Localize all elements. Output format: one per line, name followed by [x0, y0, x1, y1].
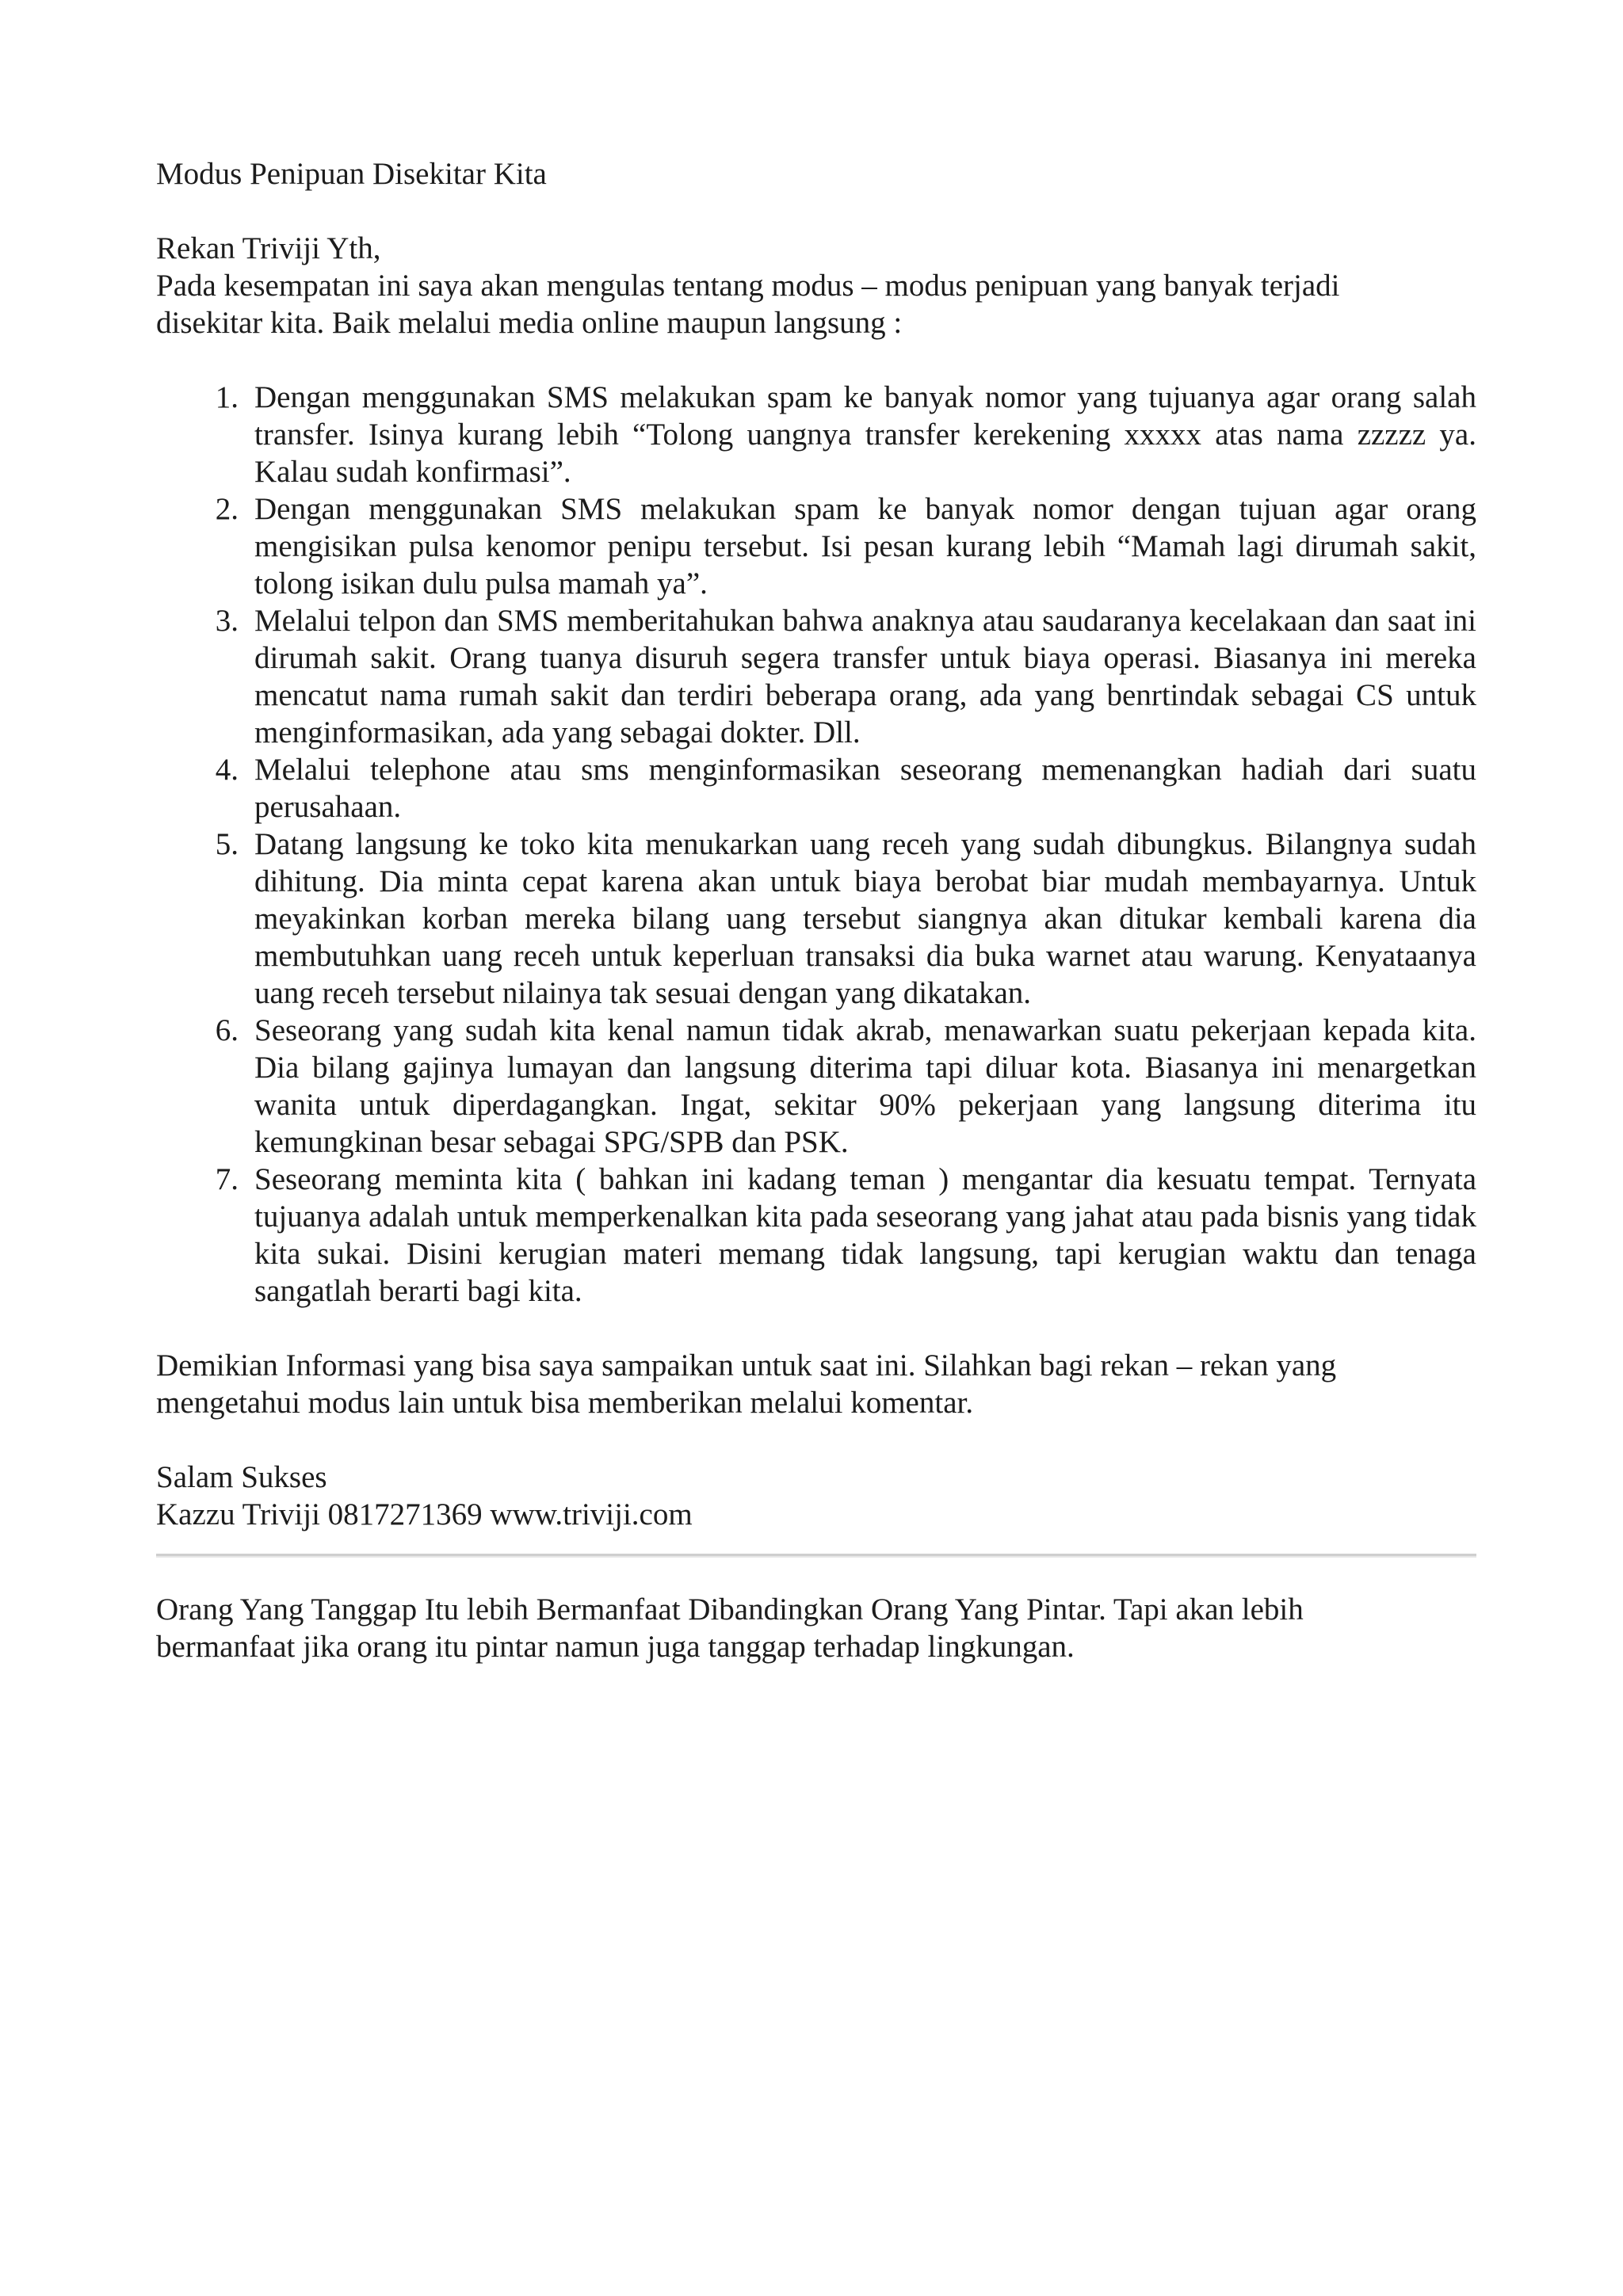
- spacer: [156, 193, 1476, 230]
- list-item-text: Datang langsung ke toko kita menukarkan uang receh yang sudah dibungkus. Bilangnya sudah dihitung. Dia minta cepat karena akan untuk biaya berobat biar mudah membayarnya. Untuk meyakinkan korban mereka bilang uang tersebut siangnya akan ditukar kembali karena dia membutuhkan uang receh untuk keperluan transaksi dia buka warnet atau warung. Kenyataanya uang receh tersebut nilainya tak sesuai dengan yang dikatakan.: [254, 827, 1476, 1010]
- list-item-text: Dengan menggunakan SMS melakukan spam ke banyak nomor dengan tujuan agar orang mengisikan pulsa kenomor penipu tersebut. Isi pesan kurang lebih “Mamah lagi dirumah sakit, tolong isikan dulu pulsa mamah ya”.: [254, 492, 1476, 601]
- closing-paragraph: Demikian Informasi yang bisa saya sampaikan untuk saat ini. Silahkan bagi rekan – rekan yang mengetahui modus lain untuk bisa memberikan melalui komentar.: [156, 1348, 1337, 1420]
- signature: Kazzu Triviji 0817271369 www.triviji.com: [156, 1497, 693, 1531]
- list-item-number: 1.: [215, 380, 239, 414]
- list-item: [156, 751, 1476, 826]
- list-item: [156, 602, 1476, 751]
- spacer: [156, 1310, 1476, 1347]
- list-item-text: Dengan menggunakan SMS melakukan spam ke banyak nomor yang tujuanya agar orang salah transfer. Isinya kurang lebih “Tolong uangnya transfer kerekening xxxxx atas nama zzzzz ya. Kalau sudah konfirmasi”.: [254, 380, 1476, 489]
- list-item: [156, 1161, 1476, 1310]
- salutation: Salam Sukses: [156, 1460, 327, 1494]
- list-item-number: 3.: [215, 604, 239, 638]
- spacer: [156, 1421, 1476, 1459]
- list-item-number: 5.: [215, 827, 239, 861]
- list-item-text: Melalui telephone atau sms menginformasikan seseorang memenangkan hadiah dari suatu perusahaan.: [254, 753, 1476, 824]
- list-item: [156, 1012, 1476, 1161]
- fraud-mode-list: [156, 379, 1476, 1310]
- list-item: [156, 490, 1476, 602]
- spacer: [156, 341, 1476, 379]
- list-item: [156, 379, 1476, 490]
- list-item-number: 6.: [215, 1013, 239, 1047]
- list-item: [156, 826, 1476, 1012]
- spacer: [156, 1533, 1476, 1554]
- intro-paragraph: Pada kesempatan ini saya akan mengulas tentang modus – modus penipuan yang banyak terjadi disekitar kita. Baik melalui media online maupun langsung :: [156, 269, 1340, 340]
- list-item-text: Melalui telpon dan SMS memberitahukan bahwa anaknya atau saudaranya kecelakaan dan saat ini dirumah sakit. Orang tuanya disuruh segera transfer untuk biaya operasi. Biasanya ini mereka mencatut nama rumah sakit dan terdiri beberapa orang, ada yang benrtindak sebagai CS untuk menginformasikan, ada yang sebagai dokter. Dll.: [254, 604, 1476, 749]
- list-item-text: Seseorang yang sudah kita kenal namun tidak akrab, menawarkan suatu pekerjaan kepada kita. Dia bilang gajinya lumayan dan langsung diterima tapi diluar kota. Biasanya ini menargetkan wanita untuk diperdagangkan. Ingat, sekitar 90% pekerjaan yang langsung diterima itu kemungkinan besar sebagai SPG/SPB dan PSK.: [254, 1013, 1476, 1159]
- spacer: [156, 1558, 1476, 1591]
- document-page: [156, 155, 1476, 1665]
- greeting: Rekan Triviji Yth,: [156, 231, 381, 265]
- list-item-number: 7.: [215, 1162, 239, 1196]
- document-title: Modus Penipuan Disekitar Kita: [156, 157, 547, 191]
- list-item-number: 4.: [215, 753, 239, 787]
- list-item-number: 2.: [215, 492, 239, 526]
- footer-quote: Orang Yang Tanggap Itu lebih Bermanfaat Dibandingkan Orang Yang Pintar. Tapi akan lebih bermanfaat jika orang itu pintar namun juga tanggap terhadap lingkungan.: [156, 1592, 1304, 1664]
- list-item-text: Seseorang meminta kita ( bahkan ini kadang teman ) mengantar dia kesuatu tempat. Ternyata tujuanya adalah untuk memperkenalkan kita pada seseorang yang jahat atau pada bisnis yang tidak kita sukai. Disini kerugian materi memang tidak langsung, tapi kerugian waktu dan tenaga sangatlah berarti bagi kita.: [254, 1162, 1476, 1308]
